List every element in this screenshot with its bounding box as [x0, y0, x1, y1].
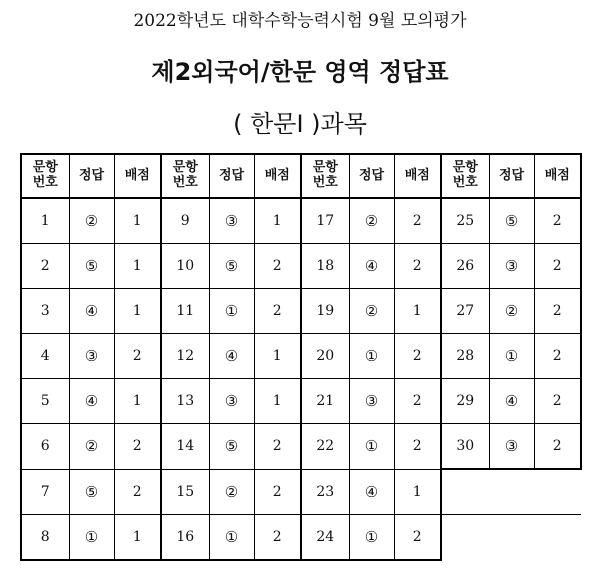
- score-cell: 2: [394, 379, 441, 424]
- score-cell: 1: [114, 289, 161, 334]
- empty-cell: [489, 515, 534, 561]
- answer-cell: ③: [489, 244, 534, 289]
- question-number: 19: [301, 289, 349, 334]
- question-number: 25: [441, 198, 489, 244]
- question-number: 14: [161, 424, 209, 470]
- question-number: 24: [301, 515, 349, 561]
- table-row: [21, 334, 581, 379]
- question-number: 4: [21, 334, 69, 379]
- question-number: 15: [161, 469, 209, 515]
- question-number: 21: [301, 379, 349, 424]
- answer-cell: ②: [349, 289, 394, 334]
- answer-cell: ⑤: [209, 424, 254, 470]
- answer-cell: ②: [209, 469, 254, 515]
- score-cell: 1: [114, 515, 161, 561]
- answer-cell: ⑤: [69, 469, 114, 515]
- score-cell: 2: [394, 424, 441, 470]
- score-cell: 2: [114, 469, 161, 515]
- score-cell: 1: [254, 379, 301, 424]
- answer-cell: ③: [209, 198, 254, 244]
- header-num: 문항 번호: [301, 154, 349, 198]
- question-number: 1: [21, 198, 69, 244]
- score-cell: 2: [254, 515, 301, 561]
- answer-cell: ③: [69, 334, 114, 379]
- answer-cell: ①: [349, 515, 394, 561]
- header-score: 배점: [254, 154, 301, 198]
- answer-cell: ①: [349, 424, 394, 470]
- score-cell: 1: [254, 334, 301, 379]
- subject-title: ( 한문Ⅰ )과목: [233, 110, 367, 138]
- table-row: [21, 469, 581, 515]
- question-number: 17: [301, 198, 349, 244]
- table-row: [21, 424, 581, 470]
- question-number: 9: [161, 198, 209, 244]
- empty-cell: [441, 469, 489, 515]
- header-score: 배점: [394, 154, 441, 198]
- score-cell: 1: [114, 198, 161, 244]
- question-number: 28: [441, 334, 489, 379]
- answer-cell: ④: [69, 379, 114, 424]
- question-number: 7: [21, 469, 69, 515]
- question-number: 16: [161, 515, 209, 561]
- score-cell: 2: [394, 515, 441, 561]
- score-cell: 2: [534, 334, 581, 379]
- answer-key-table: [20, 153, 582, 561]
- header-num: 문항 번호: [161, 154, 209, 198]
- question-number: 22: [301, 424, 349, 470]
- score-cell: 2: [394, 334, 441, 379]
- empty-cell: [489, 469, 534, 515]
- answer-cell: ④: [349, 469, 394, 515]
- answer-cell: ④: [349, 244, 394, 289]
- answer-cell: ④: [209, 334, 254, 379]
- question-number: 10: [161, 244, 209, 289]
- score-cell: 2: [534, 379, 581, 424]
- score-cell: 2: [114, 334, 161, 379]
- score-cell: 1: [254, 198, 301, 244]
- answer-cell: ③: [489, 424, 534, 470]
- score-cell: 2: [394, 244, 441, 289]
- question-number: 5: [21, 379, 69, 424]
- section-title: 제2외국어/한문 영역 정답표: [151, 58, 449, 86]
- empty-cell: [534, 469, 581, 515]
- answer-cell: ⑤: [489, 198, 534, 244]
- score-cell: 1: [114, 244, 161, 289]
- answer-cell: ①: [69, 515, 114, 561]
- question-number: 27: [441, 289, 489, 334]
- question-number: 8: [21, 515, 69, 561]
- score-cell: 2: [254, 469, 301, 515]
- empty-cell: [441, 515, 489, 561]
- answer-cell: ②: [69, 424, 114, 470]
- header-answer: 정답: [209, 154, 254, 198]
- question-number: 29: [441, 379, 489, 424]
- answer-cell: ②: [489, 289, 534, 334]
- answer-cell: ②: [69, 198, 114, 244]
- answer-cell: ③: [349, 379, 394, 424]
- score-cell: 2: [534, 289, 581, 334]
- score-cell: 1: [394, 469, 441, 515]
- answer-cell: ④: [489, 379, 534, 424]
- score-cell: 2: [254, 424, 301, 470]
- header-score: 배점: [114, 154, 161, 198]
- question-number: 11: [161, 289, 209, 334]
- score-cell: 1: [394, 289, 441, 334]
- table-row: [21, 379, 581, 424]
- score-cell: 2: [534, 244, 581, 289]
- answer-cell: ①: [209, 515, 254, 561]
- header-answer: 정답: [489, 154, 534, 198]
- table-row: [21, 289, 581, 334]
- score-cell: 2: [534, 424, 581, 470]
- table-row: [21, 515, 581, 561]
- question-number: 20: [301, 334, 349, 379]
- question-number: 2: [21, 244, 69, 289]
- score-cell: 2: [534, 198, 581, 244]
- table-row: [21, 244, 581, 289]
- table-row: [21, 198, 581, 244]
- header-answer: 정답: [69, 154, 114, 198]
- header-score: 배점: [534, 154, 581, 198]
- question-number: 23: [301, 469, 349, 515]
- answer-cell: ③: [209, 379, 254, 424]
- answer-cell: ①: [349, 334, 394, 379]
- question-number: 13: [161, 379, 209, 424]
- question-number: 26: [441, 244, 489, 289]
- score-cell: 2: [254, 289, 301, 334]
- answer-cell: ②: [349, 198, 394, 244]
- empty-cell: [534, 515, 581, 561]
- question-number: 12: [161, 334, 209, 379]
- question-number: 30: [441, 424, 489, 470]
- question-number: 18: [301, 244, 349, 289]
- answer-cell: ⑤: [209, 244, 254, 289]
- score-cell: 2: [254, 244, 301, 289]
- header-num: 문항 번호: [441, 154, 489, 198]
- header-answer: 정답: [349, 154, 394, 198]
- table-header-row: [21, 154, 581, 198]
- question-number: 6: [21, 424, 69, 470]
- question-number: 3: [21, 289, 69, 334]
- score-cell: 2: [394, 198, 441, 244]
- answer-cell: ⑤: [69, 244, 114, 289]
- exam-title: 2022학년도 대학수학능력시험 9월 모의평가: [133, 11, 467, 31]
- score-cell: 2: [114, 424, 161, 470]
- answer-cell: ①: [209, 289, 254, 334]
- header-num: 문항 번호: [21, 154, 69, 198]
- score-cell: 1: [114, 379, 161, 424]
- answer-cell: ①: [489, 334, 534, 379]
- answer-cell: ④: [69, 289, 114, 334]
